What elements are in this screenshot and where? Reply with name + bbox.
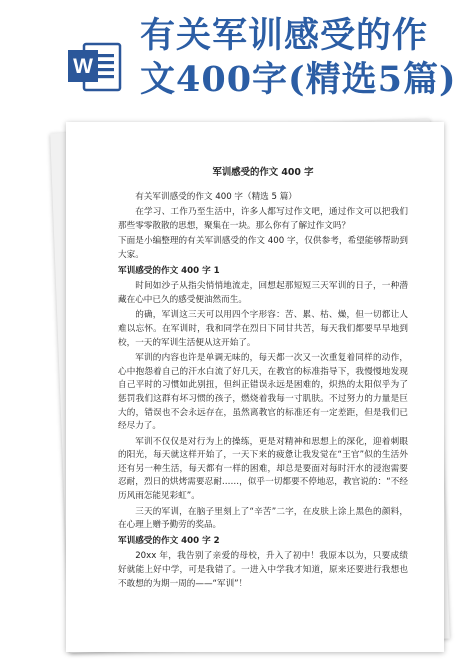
section-1-paragraph-3: 军训的内容也许是单调无味的，每天都一次又一次重复着同样的动作，心中抱怨着自己的汗水白流了好几天，在教官的标准指导下，我慢慢地发现自己平时的习惯如此别扭，但纠正错误永远是困难的，炽热的太阳似乎为了惩罚我们这群有坏习惯的孩子，燃烧着我每一寸肌肤。不过努力的力量是巨大的，错误也不会永远存在，虽然离教官的标准还有一定差距，但是我们已经尽力了。 — [118, 353, 408, 432]
intro-paragraph: 在学习、工作乃至生活中，许多人都写过作文吧，通过作文可以把我们那些零零散散的思想，聚集在一块。那么你有了解过作文吗？ — [118, 207, 408, 231]
section-2-paragraph-1: 20xx 年，我告别了亲爱的母校，升入了初中！我原本以为，只要成绩好就能上好中学，可是我错了。一进入中学我才知道，原来还要进行我想也不敢想的为期一周的——“军训”！ — [118, 551, 408, 589]
word-document-icon — [66, 38, 124, 96]
document-title: 军训感受的作文 400 字 — [212, 167, 314, 178]
section-1-paragraph-2: 的确，军训这三天可以用四个字形容：苦、累、枯、燥，但一切都让人难以忘怀。在军训时，我和同学在烈日下同甘共苦，每天我们都要早早地到校，一天的军训生活便从这开始了。 — [118, 310, 408, 348]
section-1-paragraph-1: 时间如沙子从指尖悄悄地流走，回想起那短短三天军训的日子，一种潜藏在心中已久的感受便油然而生。 — [118, 281, 408, 305]
page-title-line-1: 有关军训感受的作 — [140, 15, 429, 56]
section-1-paragraph-4: 军训不仅仅是对行为上的操练，更是对精神和思想上的深化，迎着刺眼的阳光，每天就这样开始了，一天下来的疲惫让我发觉在“王官”似的生活外还有另一种生活，每天都有一样的困难，却总是要面对每时汗水的浸泡需要忍耐，烈日的烘烤需要忍耐……，似乎一切都要不停地忍，教官说的：“不经历风雨怎能见彩虹”。 — [118, 436, 408, 502]
section-2-heading: 军训感受的作文 400 字 2 — [118, 535, 220, 546]
section-1-heading: 军训感受的作文 400 字 1 — [118, 265, 220, 276]
document-subtitle: 有关军训感受的作文 400 字（精选 5 篇） — [135, 191, 297, 202]
intro-paragraph-2: 下面是小编整理的有关军训感受的作文 400 字，仅供参考，希望能够帮助到大家。 — [118, 236, 408, 260]
word-icon-letter: W — [73, 55, 93, 78]
banner — [0, 0, 474, 110]
section-1-paragraph-5: 三天的军训，在脑子里刻上了“辛苦”二字，在皮肤上涂上黑色的颜料，在心理上赠予勤劳的奖品。 — [118, 506, 408, 531]
page-title-line-2: 文400字(精选5篇) — [140, 59, 457, 100]
document-body — [118, 166, 408, 593]
document-page — [66, 122, 444, 652]
